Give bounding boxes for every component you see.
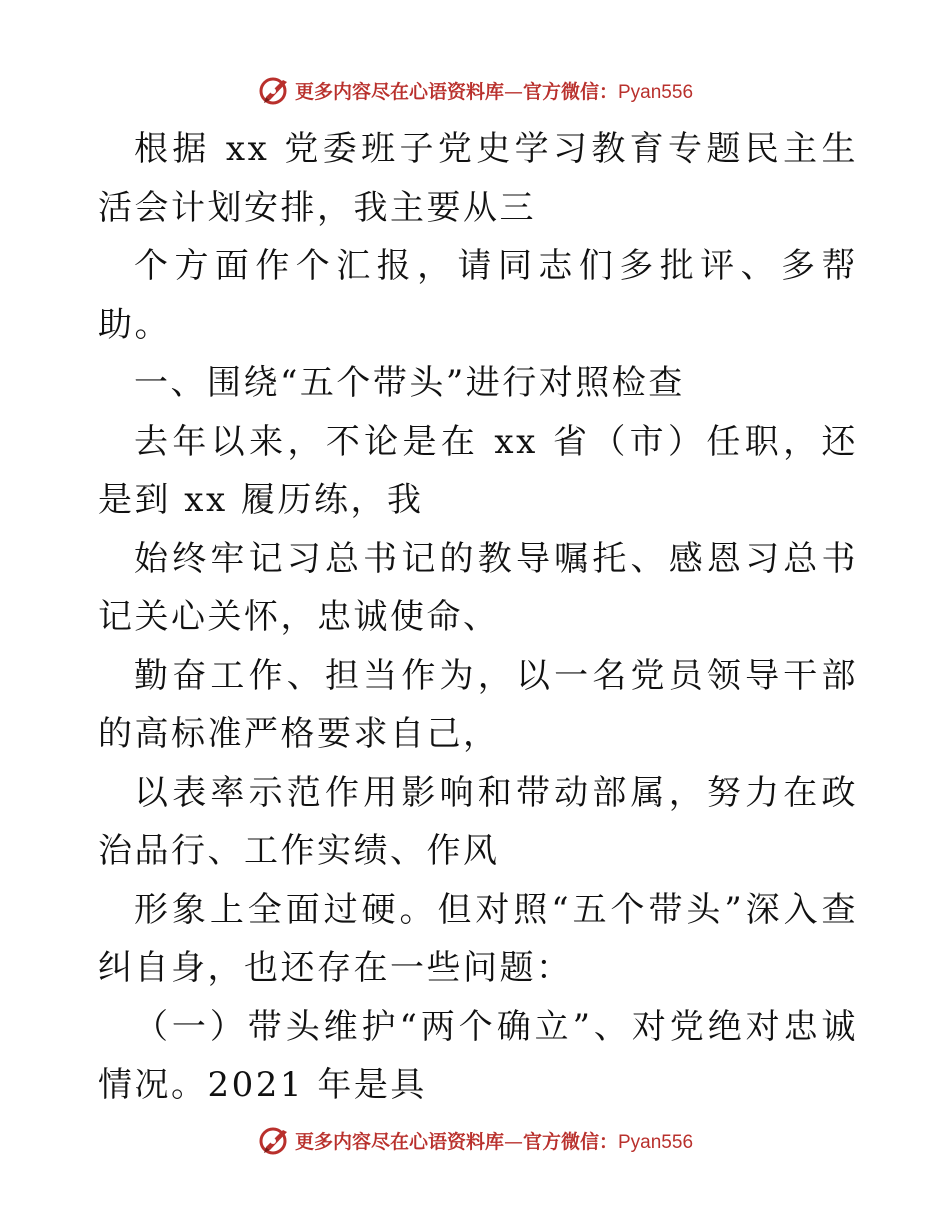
paragraph-8: （一）带头维护“两个确立”、对党绝对忠诚情况。2021 年是具 xyxy=(98,1006,858,1105)
banner-text xyxy=(295,1127,693,1154)
paragraph-7: 形象上全面过硬。但对照“五个带头”深入查纠自身，也还存在一些问题： xyxy=(98,889,858,988)
banner-separator: — xyxy=(503,80,523,103)
footer-watermark-banner xyxy=(0,1120,950,1160)
document-body xyxy=(98,120,858,1115)
banner-separator: — xyxy=(503,1130,523,1153)
banner-site-name: 更多内容尽在心语资料库 xyxy=(294,1130,504,1153)
quill-pen-logo-icon xyxy=(257,73,291,107)
paragraph-2: 个方面作个汇报，请同志们多批评、多帮助。 xyxy=(98,246,858,345)
paragraph-3: 去年以来，不论是在 xx 省（市）任职，还是到 xx 履历练，我 xyxy=(98,421,858,520)
paragraph-6: 以表率示范作用影响和带动部属，努力在政治品行、工作实绩、作风 xyxy=(98,772,858,871)
banner-wechat-id: Pyan556 xyxy=(618,1131,694,1153)
section-heading: 一、围绕“五个带头”进行对照检查 xyxy=(134,363,685,403)
header-watermark-banner xyxy=(0,70,950,110)
banner-wechat-label: 官方微信： xyxy=(522,1130,618,1153)
quill-pen-logo-icon xyxy=(257,1123,291,1157)
paragraph-4: 始终牢记习总书记的教导嘱托、感恩习总书记关心关怀，忠诚使命、 xyxy=(98,538,858,637)
paragraph-1: 根据 xx 党委班子党史学习教育专题民主生活会计划安排，我主要从三 xyxy=(98,129,858,228)
banner-text xyxy=(295,77,693,104)
banner-site-name: 更多内容尽在心语资料库 xyxy=(294,80,504,103)
banner-wechat-id: Pyan556 xyxy=(618,81,694,103)
paragraph-5: 勤奋工作、担当作为，以一名党员领导干部的高标准严格要求自己， xyxy=(98,655,858,754)
banner-wechat-label: 官方微信： xyxy=(522,80,618,103)
